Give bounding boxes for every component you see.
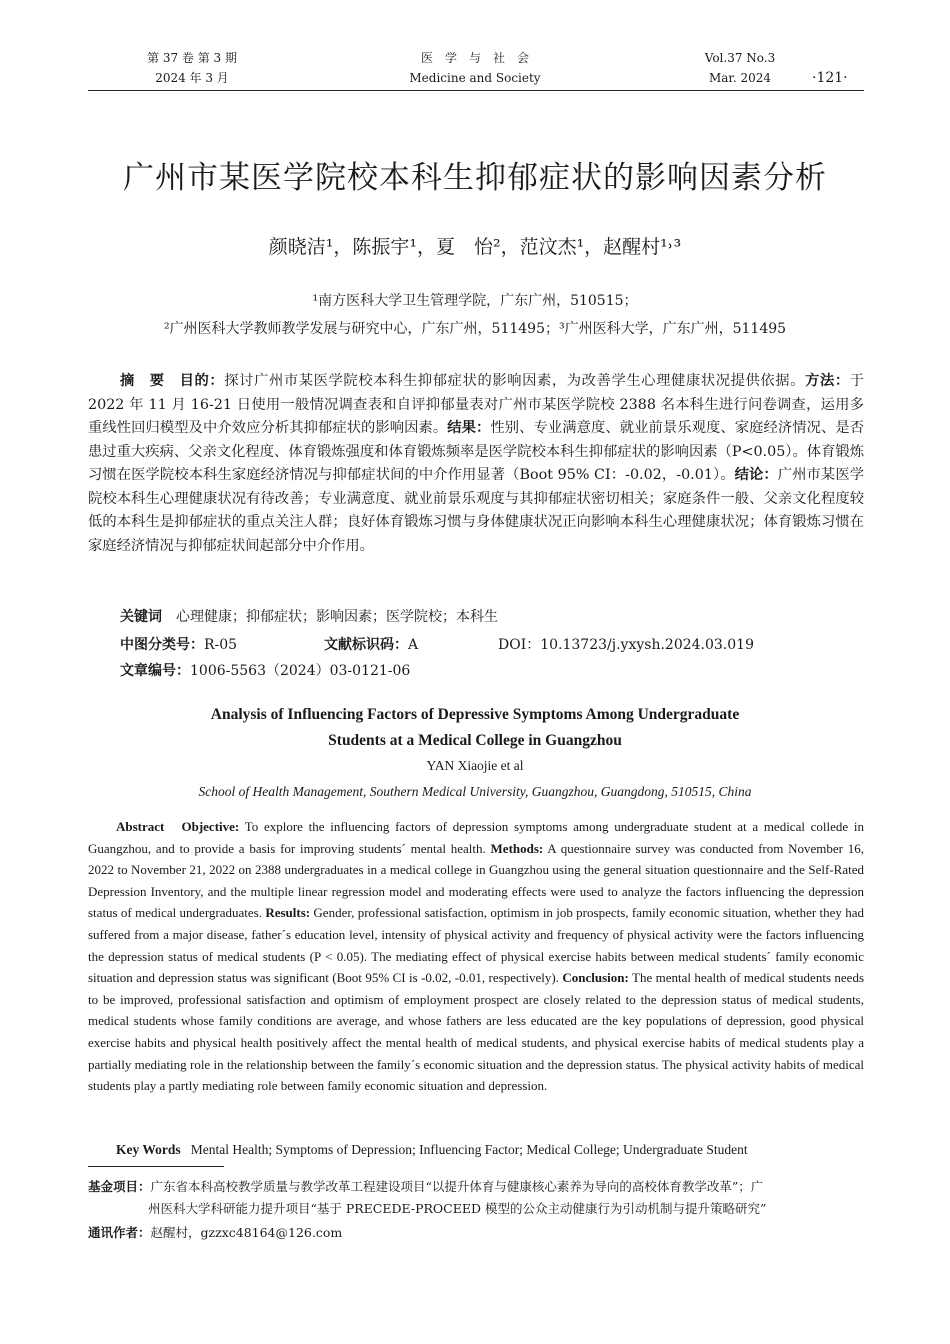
author-list: 颜晓洁¹，陈振宇¹，夏 怡²，范汶杰¹，赵醒村¹˒³ xyxy=(268,236,682,258)
methods-text: 于 2022 年 11 月 16-21 日使用一般情况调查表和自评抑郁量表对广州市某医学院校 2388 名本科生进行问卷调查，运用多重线性回归模型及中介效应分析其抑郁症状的影响因素。 xyxy=(88,373,865,436)
document-code: 文献标识码：A xyxy=(324,637,419,653)
methods-en-text: A questionnaire survey was conducted from November 16, 2022 to November 21, 2022 on 2388 undergraduates in a medical college in Guangzhou using the general situation questionnaire and the Self-Rated Depression Inventory, and the multiple linear regression model and moderating effects were used to analyze the factors influencing the depression status of medical undergraduates. xyxy=(88,840,864,921)
abstract-en xyxy=(88,816,864,1097)
english-affiliation: School of Health Management, Southern Medical University, Guangzhou, Guangdong, 510515, China xyxy=(198,784,752,799)
conclusion-label: 结论： xyxy=(734,467,778,483)
english-author: YAN Xiaojie et al xyxy=(426,758,524,773)
english-title-line-2: Students at a Medical College in Guangzhou xyxy=(328,732,622,749)
keywords-en xyxy=(116,1142,748,1158)
keywords-zh xyxy=(120,606,498,626)
affiliation-line-2: ²广州医科大学教师教学发展与研究中心，广东广州，511495；³广州医科大学，广东广州，511495 xyxy=(163,321,787,337)
abstract-label: 摘 要 xyxy=(120,373,165,389)
keywords-value: 心理健康；抑郁症状；影响因素；医学院校；本科生 xyxy=(176,609,498,625)
corresponding-author: 通讯作者：赵醒村，gzzxc48164@126.com xyxy=(88,1225,343,1240)
conclusion-en-label: Conclusion: xyxy=(562,970,629,986)
running-header xyxy=(0,48,950,94)
results-text: 性别、专业满意度、就业前景乐观度、家庭经济情况、是否患过重大疾病、父亲文化程度、体育锻炼强度和体育锻炼频率是医学院校本科生抑郁症状的影响因素（P<0.05）。体育锻炼习惯在医学院校本科生家庭经济情况与抑郁症状间的中介作用显著（Boot 95% CI：-0.02，-0.01）。 xyxy=(88,420,865,483)
results-label: 结果： xyxy=(447,420,491,436)
results-en-label: Results: xyxy=(265,905,311,921)
doi: DOI：10.13723/j.yxysh.2024.03.019 xyxy=(498,637,754,653)
keywords-en-value: Mental Health; Symptoms of Depression; Influencing Factor; Medical College; Undergraduate Student xyxy=(190,1142,748,1157)
english-title-line-1: Analysis of Influencing Factors of Depressive Symptoms Among Undergraduate xyxy=(210,706,740,723)
header-rule xyxy=(88,90,864,91)
affiliation-line-1: ¹南方医科大学卫生管理学院，广东广州，510515； xyxy=(312,293,638,309)
journal-name: 医 学 与 社 会 Medicine and Society xyxy=(409,51,541,85)
fund-label: 基金项目： xyxy=(88,1179,151,1194)
footnote-rule xyxy=(88,1166,224,1167)
conclusion-en-text: The mental health of medical students needs to be improved, professional satisfaction and optimism of employment prospect are closely related to the depression status of medical students, medical students whose family conditions are average, and whose fathers are less educated are the key populations of depression, good physical exercise habits and physical health positively affect the mental health of medical students, and physical exercise habits of medical students play a partially mediating role in the relationship between the family´s economic situation and the depression status. The physical activity habits of medical students play a partly mediating role between family economic situation and depression. xyxy=(88,970,865,1094)
journal-volume-en: Vol.37 No.3 Mar. 2024 xyxy=(704,51,776,85)
page-title: 广州市某医学院校本科生抑郁症状的影响因素分析 xyxy=(123,160,827,196)
objective-label: 目的： xyxy=(179,373,225,389)
page-number: ·121· xyxy=(812,70,848,86)
journal-volume: 第 37 卷 第 3 期 2024 年 3 月 xyxy=(147,51,237,85)
corr-label: 通讯作者： xyxy=(88,1225,151,1240)
conclusion-text: 广州市某医学院校本科生心理健康状况有待改善；专业满意度、就业前景乐观度与其抑郁症状密切相关；家庭条件一般、父亲文化程度较低的本科生是抑郁症状的重点关注人群；良好体育锻炼习惯与身体健康状况正向影响本科生心理健康状况；体育锻炼习惯在家庭经济情况与抑郁症状间起部分中介作用。 xyxy=(88,467,865,554)
keywords-label: 关键词 xyxy=(120,609,162,625)
keywords-en-label: Key Words xyxy=(116,1142,181,1157)
methods-label: 方法： xyxy=(805,373,850,389)
abstract-zh xyxy=(88,370,864,558)
results-en-text: Gender, professional satisfaction, optimism in job prospects, family economic situation, whether they had suffered from a major disease, father´s education level, intensity of physical activity and frequency of physical activity were the factors influencing the depression status of medical students (P < 0.05). The mediating effect of physical exercise habits between medical students´ family economic situation and depression status was significant (Boot 95% CI is -0.02, -0.01, respectively). xyxy=(88,905,864,986)
objective-en-text: To explore the influencing factors of depression symptoms among undergraduate student at a medical collede in Guangzhou, and to provide a basis for improving students´ mental health. xyxy=(88,819,864,856)
objective-en-label: Objective: xyxy=(181,819,240,834)
methods-en-label: Methods: xyxy=(490,840,544,856)
clc-number: 中图分类号：R-05 xyxy=(120,637,238,653)
article-number: 文章编号：1006-5563（2024）03-0121-06 xyxy=(120,663,411,679)
fund-footnote: 基金项目：广东省本科高校教学质量与教学改革工程建设项目“以提升体育与健康核心素养为导向的高校体育教学改革”；广 xyxy=(88,1179,764,1194)
objective-text: 探讨广州市某医学院校本科生抑郁症状的影响因素，为改善学生心理健康状况提供依据。 xyxy=(224,373,806,389)
fund-footnote-cont: 州医科大学科研能力提升项目“基于 PRECEDE-PROCEED 模型的公众主动健康行为引动机制与提升策略研究” xyxy=(148,1201,767,1216)
abstract-en-label: Abstract xyxy=(116,819,165,834)
